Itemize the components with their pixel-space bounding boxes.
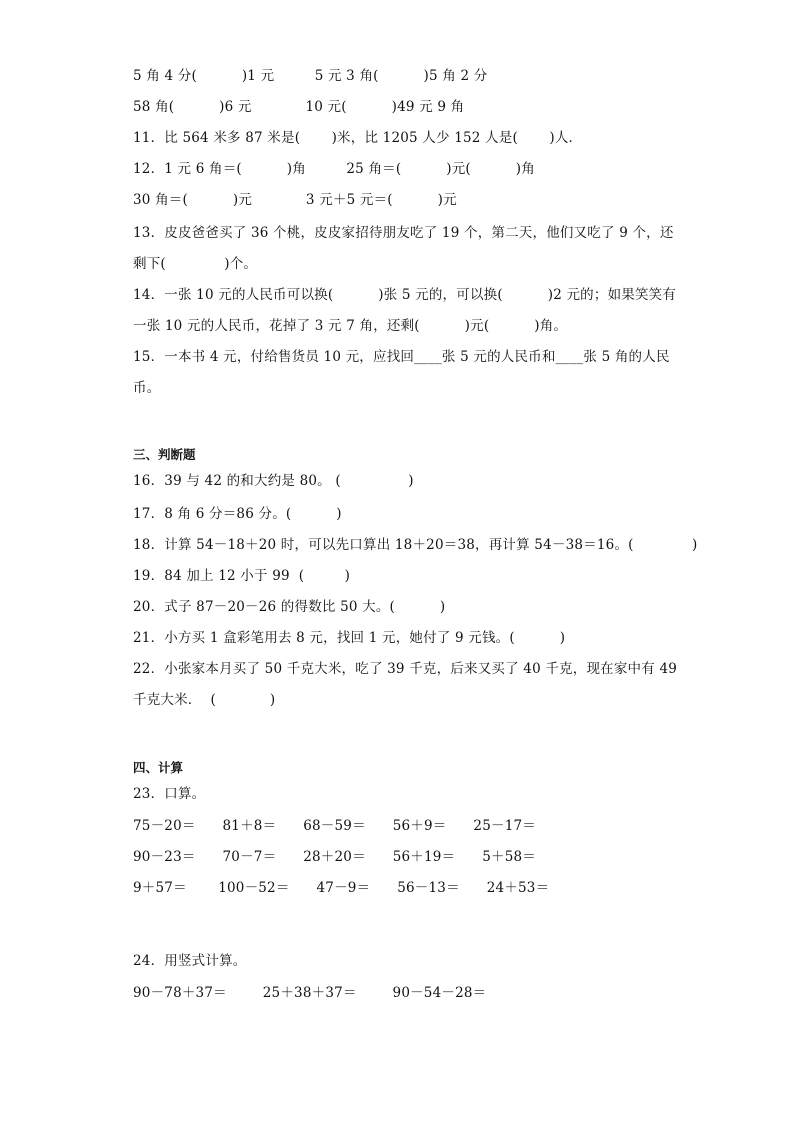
question-12: 12．1 元 6 角＝( )角 25 角＝( )元( )角 <box>133 161 535 177</box>
question-22-cont: 千克大米． ( ) <box>133 692 276 708</box>
oral-calc-row: 90－23＝ 70－7＝ 28＋20＝ 56＋19＝ 5＋58＝ <box>133 849 536 865</box>
question-22: 22．小张家本月买了 50 千克大米，吃了 39 千克，后来又买了 40 千克，现在家中有 49 <box>133 661 678 677</box>
question-13-cont: 剩下( )个。 <box>133 256 258 272</box>
question-14: 14．一张 10 元的人民币可以换( )张 5 元的，可以换( )2 元的；如果笑笑有 <box>133 287 677 303</box>
question-13: 13．皮皮爸爸买了 36 个桃，皮皮家招待朋友吃了 19 个，第二天，他们又吃了 9 个，还 <box>133 225 674 241</box>
fill-in-line: 58 角( )6 元 10 元( )49 元 9 角 <box>133 99 465 115</box>
vertical-calc-row: 90－78＋37＝ 25＋38＋37＝ 90－54－28＝ <box>133 985 487 1001</box>
oral-calc-row: 75－20＝ 81＋8＝ 68－59＝ 56＋9＝ 25－17＝ <box>133 818 536 834</box>
oral-calc-row: 9＋57＝ 100－52＝ 47－9＝ 56－13＝ 24＋53＝ <box>133 880 550 896</box>
section-4-title: 四、计算 <box>133 760 184 775</box>
question-15-cont: 币。 <box>133 380 161 396</box>
question-17: 17．8 角 6 分＝86 分。( ) <box>133 506 342 522</box>
question-20: 20．式子 87－20－26 的得数比 50 大。( ) <box>133 599 446 615</box>
fill-in-line: 30 角＝( )元 3 元＋5 元＝( )元 <box>133 192 457 208</box>
question-16: 16．39 与 42 的和大约是 80。 ( ) <box>133 473 414 489</box>
question-18: 18．计算 54－18＋20 时，可以先口算出 18＋20＝38，再计算 54－38＝16。( ) <box>133 537 698 553</box>
section-3-title: 三、判断题 <box>133 447 196 462</box>
question-23: 23．口算。 <box>133 786 206 802</box>
question-15: 15．一本书 4 元，付给售货员 10 元，应找回____张 5 元的人民币和____张 5 角的人民 <box>133 349 670 365</box>
question-24: 24．用竖式计算。 <box>133 953 247 969</box>
question-11: 11．比 564 米多 87 米是( )米，比 1205 人少 152 人是( )人． <box>133 130 583 146</box>
fill-in-line: 5 角 4 分( )1 元 5 元 3 角( )5 角 2 分 <box>133 68 488 84</box>
question-21: 21．小方买 1 盒彩笔用去 8 元，找回 1 元，她付了 9 元钱。( ) <box>133 630 566 646</box>
question-14-cont: 一张 10 元的人民币，花掉了 3 元 7 角，还剩( )元( )角。 <box>133 318 568 334</box>
question-19: 19．84 加上 12 小于 99 ( ) <box>133 568 351 584</box>
